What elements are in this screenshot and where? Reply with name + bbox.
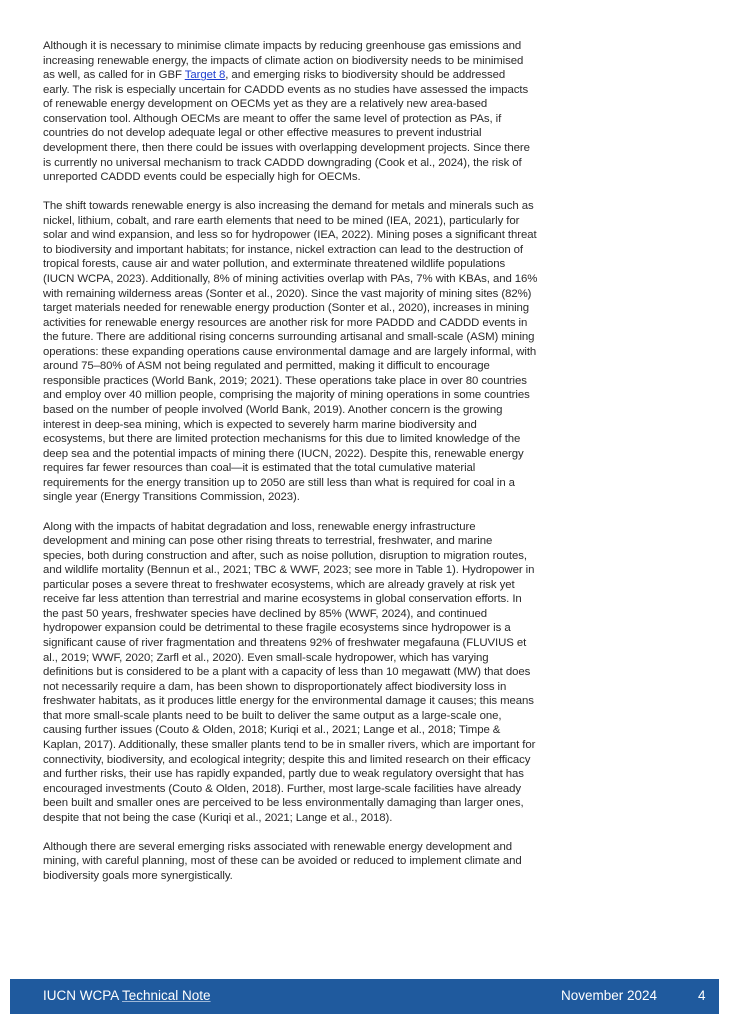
text-line: hydropower expansion could be detrimental to these fragile ecosystems since hydropower is a — [43, 622, 511, 635]
text-line: species, both during construction and after, such as noise pollution, disruption to migration routes, — [43, 549, 527, 562]
text-line: to biodiversity and important habitats; for instance, nickel extraction can lead to the destruction of — [43, 243, 524, 256]
text-line: been built and smaller ones are perceived to be less environmentally damaging than larger ones, — [43, 797, 524, 810]
text-line: Although there are several emerging risks associated with renewable energy development and — [43, 840, 512, 853]
technical-note-link[interactable]: Technical Note — [122, 988, 211, 1003]
text-line: unreported CADDD events could be especially high for OECMs. — [43, 171, 361, 184]
text-line: requirements for the energy transition up to 2050 are still less than what is required for coal in a — [43, 476, 515, 489]
paragraph-mining-demand — [43, 199, 698, 505]
text-line: operations: these expanding operations cause environmental damage and are largely informal, with — [43, 345, 537, 358]
text-line: connectivity, biodiversity, and ecological integrity; despite this and limited research on their efficacy — [43, 753, 531, 766]
text-line: Along with the impacts of habitat degradation and loss, renewable energy infrastructure — [43, 520, 476, 533]
text-line: causing further issues (Couto & Olden, 2018; Kuriqi et al., 2021; Lange et al., 2018; Timpe & — [43, 724, 501, 737]
text-line: not necessarily require a dam, has been shown to disproportionately affect biodiversity loss in — [43, 680, 507, 693]
text-line: receive far less attention than terrestrial and marine ecosystems in global conservation efforts. In — [43, 593, 522, 606]
text-line: based on the number of people involved (World Bank, 2019). Another concern is the growing — [43, 404, 503, 417]
paragraph-habitat-threats — [43, 520, 698, 826]
text-line: around 75–80% of ASM not being regulated and permitted, making it difficult to encourage — [43, 360, 490, 373]
text-line: despite that not being the case (Kuriqi et al., 2021; Lange et al., 2018). — [43, 811, 393, 824]
footer-date: November 2024 — [561, 988, 658, 1003]
text-line: nickel, lithium, cobalt, and rare earth elements that need to be mined (IEA, 2021), particularly for — [43, 214, 520, 227]
text-line: as well, as called for in GBF — [43, 69, 185, 82]
document-body — [43, 39, 698, 898]
text-line: particular poses a severe threat to freshwater ecosystems, which are already gravely at risk yet — [43, 578, 515, 591]
text-line: and employ over 40 million people, comprising the majority of mining operations in some countries — [43, 389, 530, 402]
text-line: the future. There are additional rising concerns surrounding artisanal and small-scale (ASM) mining — [43, 331, 535, 344]
text-line: definitions but is considered to be a plant with a capacity of less than 10 megawatt (MW) that does — [43, 666, 531, 679]
text-line: is currently no universal mechanism to track CADDD downgrading (Cook et al., 2024), the risk of — [43, 156, 522, 169]
text-line: encouraged investments (Couto & Olden, 2018). Further, most large-scale facilities have already — [43, 782, 522, 795]
text-line: activities for renewable energy resources are another risk for more PADDD and CADDD events in — [43, 316, 528, 329]
text-line: deep sea and the potential impacts of mining there (IUCN, 2022). Despite this, renewable energy — [43, 447, 524, 460]
text-line: conservation tool. Although OECMs are meant to offer the same level of protection as PAs, if — [43, 112, 502, 125]
text-line: (IUCN WCPA, 2023). Additionally, 8% of mining activities overlap with PAs, 7% with KBAs, and 16% — [43, 272, 538, 285]
text-line: early. The risk is especially uncertain for CADDD events as no studies have assessed the impacts — [43, 83, 529, 96]
footer-org: IUCN WCPA — [43, 988, 123, 1003]
text-line: mining, with careful planning, most of these can be avoided or reduced to implement climate and — [43, 855, 522, 868]
text-line: Although it is necessary to minimise climate impacts by reducing greenhouse gas emissions and — [43, 40, 522, 52]
text-line: solar and wind expansion, and less so for hydropower (IEA, 2022). Mining poses a significant threat — [43, 229, 537, 242]
text-line: and further risks, their use has rapidly expanded, partly due to weak regulatory oversight that has — [43, 768, 524, 781]
text-line: that more small-scale plants need to be built to deliver the same output as a large-scale one, — [43, 709, 502, 722]
text-line: The shift towards renewable energy is also increasing the demand for metals and minerals such as — [43, 200, 534, 213]
text-line: countries do not develop adequate legal or other effective measures to prevent industrial — [43, 127, 482, 140]
text-line: tropical forests, cause air and water pollution, and exterminate threatened wildlife populations — [43, 258, 506, 271]
text-line: development there, then there could be issues with overlapping development projects. Since there — [43, 141, 530, 154]
text-line: responsible practices (World Bank, 2019; 2021). These operations take place in over 80 countries — [43, 374, 527, 387]
text-line: freshwater habitats, as it produces little energy for the environmental damage it causes; this means — [43, 695, 534, 708]
target-8-link[interactable]: Target 8 — [184, 69, 226, 82]
text-line: target materials needed for renewable energy production (Sonter et al., 2020), increases in mining — [43, 302, 530, 315]
text-line: with remaining wilderness areas (Sonter et al., 2020). Since the vast majority of mining sites (82%) — [43, 287, 532, 300]
text-line: single year (Energy Transitions Commission, 2023). — [43, 491, 300, 504]
text-line: Kaplan, 2017). Additionally, these smaller plants tend to be in smaller rivers, which are important for — [43, 738, 536, 751]
text-line: requires far fewer resources than coal—it is estimated that the total cumulative material — [43, 462, 476, 475]
footer-publication — [43, 988, 211, 1003]
text-line: and wildlife mortality (Bennun et al., 2021; TBC & WWF, 2023; see more in Table 1). Hydropower in — [43, 564, 535, 577]
text-line: interest in deep-sea mining, which is expected to severely harm marine biodiversity and — [43, 418, 477, 431]
page-number: 4 — [698, 988, 706, 1003]
text-line: al., 2019; WWF, 2020; Zarfl et al., 2020). Even small-scale hydropower, which has varying — [43, 651, 489, 664]
text-line: the past 50 years, freshwater species have declined by 85% (WWF, 2024), and continued — [43, 607, 488, 620]
text-line: development and mining can pose other rising threats to terrestrial, freshwater, and marine — [43, 535, 493, 548]
page-footer — [10, 979, 719, 1014]
text-line: increasing renewable energy, the impacts of climate action on biodiversity needs to be minimised — [43, 54, 524, 67]
paragraph-climate-impacts — [43, 39, 698, 185]
text-line: biodiversity goals more synergistically. — [43, 870, 233, 883]
text-line: ecosystems, but there are limited protection mechanisms for this due to limited knowledge of the — [43, 433, 521, 446]
text-line: , and emerging risks to biodiversity should be addressed — [225, 69, 506, 82]
text-line: of renewable energy development on OECMs yet as they are a relatively new area-based — [43, 98, 488, 111]
paragraph-conclusion — [43, 840, 698, 884]
text-line: significant cause of river fragmentation and threatens 92% of freshwater megafauna (FLUVIUS et — [43, 637, 527, 650]
